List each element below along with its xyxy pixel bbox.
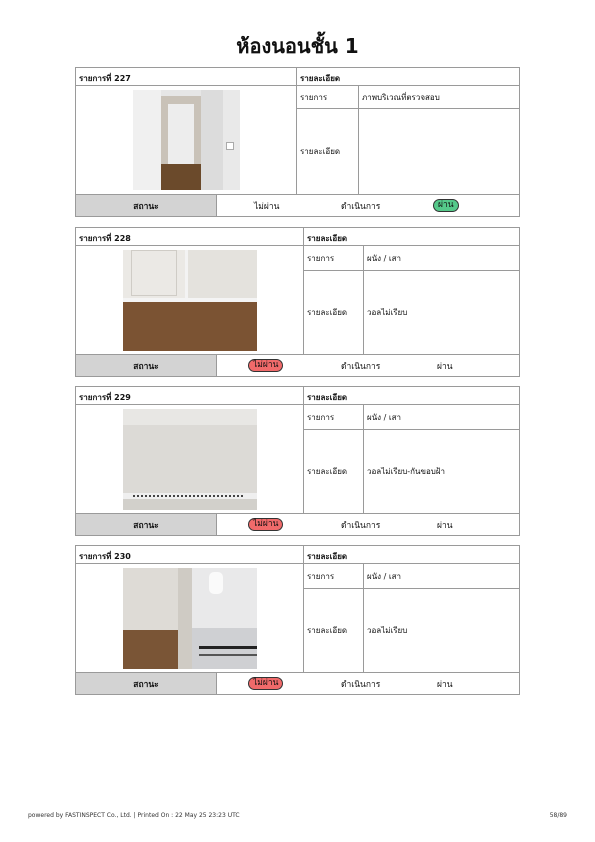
- status-option-in-progress[interactable]: ดำเนินการ: [341, 361, 381, 372]
- inspection-photo[interactable]: [123, 250, 257, 351]
- status-option-fail[interactable]: ไม่ผ่าน: [248, 518, 283, 531]
- inspection-card: [75, 227, 520, 377]
- item-value: ภาพบริเวณที่ตรวจสอบ: [362, 92, 440, 102]
- inspection-card: [75, 545, 520, 695]
- detail-header: รายละเอียด: [307, 393, 348, 402]
- status-option-in-progress[interactable]: ดำเนินการ: [341, 679, 381, 690]
- status-label: สถานะ: [76, 355, 217, 376]
- detail-value: [359, 109, 365, 194]
- status-label: สถานะ: [76, 673, 217, 694]
- status-option-pass[interactable]: ผ่าน: [437, 520, 453, 531]
- item-label: รายการ: [304, 405, 364, 429]
- detail-label: รายละเอียด: [304, 589, 364, 672]
- status-option-fail[interactable]: ไม่ผ่าน: [254, 201, 280, 212]
- inspection-card: [75, 67, 520, 217]
- status-label: สถานะ: [76, 195, 217, 216]
- detail-header: รายละเอียด: [307, 552, 348, 561]
- item-header: รายการที่ 229: [76, 387, 304, 404]
- detail-label: รายละเอียด: [304, 430, 364, 513]
- status-label: สถานะ: [76, 514, 217, 535]
- status-option-in-progress[interactable]: ดำเนินการ: [341, 520, 381, 531]
- detail-header: รายละเอียด: [307, 234, 348, 243]
- page-number: 58/89: [549, 812, 567, 819]
- status-option-fail[interactable]: ไม่ผ่าน: [248, 359, 283, 372]
- status-option-pass[interactable]: ผ่าน: [437, 679, 453, 690]
- status-option-pass[interactable]: ผ่าน: [437, 361, 453, 372]
- item-header: รายการที่ 228: [76, 228, 304, 245]
- page-title: ห้องนอนชั้น 1: [236, 34, 359, 58]
- item-value: ผนัง / เสา: [367, 571, 401, 581]
- item-value: ผนัง / เสา: [367, 412, 401, 422]
- detail-value: วอลไม่เรียบ: [367, 308, 408, 317]
- inspection-card: [75, 386, 520, 536]
- status-option-fail[interactable]: ไม่ผ่าน: [248, 677, 283, 690]
- detail-value: วอลไม่เรียบ-กันขอบฝ้า: [367, 467, 446, 476]
- item-label: รายการ: [297, 86, 359, 108]
- inspection-photo[interactable]: [123, 409, 257, 510]
- item-header: รายการที่ 230: [76, 546, 304, 563]
- detail-header: รายละเอียด: [300, 74, 341, 83]
- item-label: รายการ: [304, 246, 364, 270]
- footer-credit: powered by FASTINSPECT Co., Ltd. | Printed On : 22 May 25 23:23 UTC: [28, 812, 240, 819]
- status-option-in-progress[interactable]: ดำเนินการ: [341, 201, 381, 212]
- item-header: รายการที่ 227: [76, 68, 297, 85]
- item-label: รายการ: [304, 564, 364, 588]
- detail-label: รายละเอียด: [297, 109, 359, 194]
- detail-value: วอลไม่เรียบ: [367, 626, 408, 635]
- status-option-pass[interactable]: ผ่าน: [433, 199, 459, 212]
- inspection-photo[interactable]: [133, 90, 240, 190]
- item-value: ผนัง / เสา: [367, 253, 401, 263]
- inspection-photo[interactable]: [123, 568, 257, 669]
- detail-label: รายละเอียด: [304, 271, 364, 354]
